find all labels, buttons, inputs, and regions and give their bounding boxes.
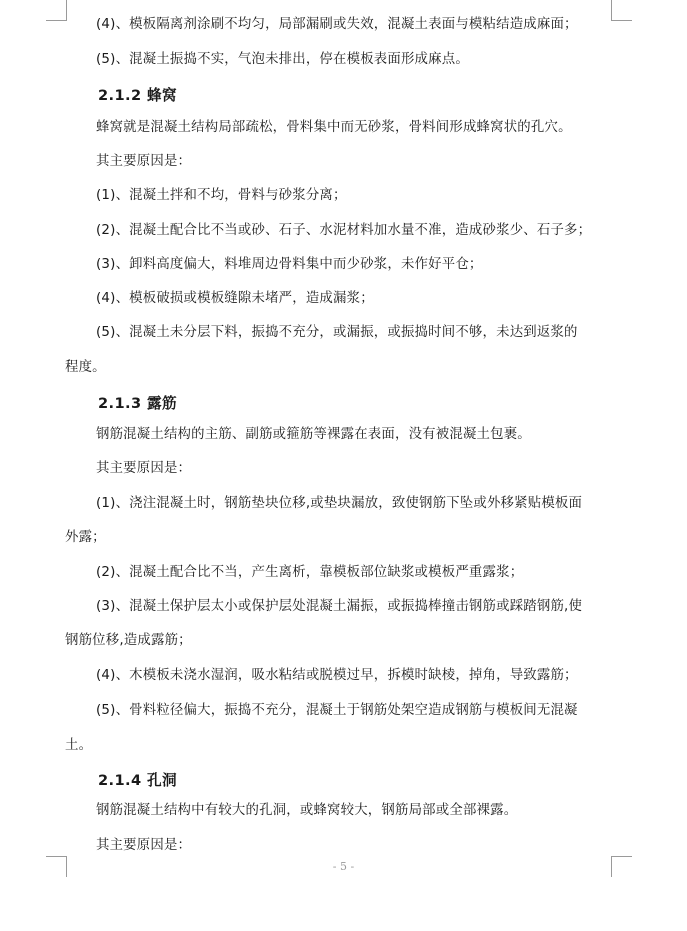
crop-mark-top-right [611,0,632,21]
paragraph-line: 其主要原因是： [96,461,192,476]
paragraph-line: (5)、混凝土振捣不实，气泡未排出，停在模板表面形成麻点。 [96,52,469,67]
paragraph-line: 土。 [65,738,93,753]
paragraph-line: (1)、混凝土拌和不均，骨料与砂浆分离； [96,188,347,203]
paragraph-line: (2)、混凝土配合比不当，产生离析，靠模板部位缺浆或模板严重露浆； [96,565,524,580]
paragraph-line: 外露； [65,530,106,545]
paragraph-line: (1)、浇注混凝土时，钢筋垫块位移,或垫块漏放，致使钢筋下坠或外移紧贴模板面 [96,496,583,511]
paragraph-line: 钢筋位移,造成露筋； [65,633,192,648]
paragraph-line: 其主要原因是： [96,154,192,169]
page-number: - 5 - [332,860,355,873]
section-heading: 2.1.2 蜂窝 [98,87,178,104]
crop-mark-top-left [46,0,67,21]
paragraph-line: 蜂窝就是混凝土结构局部疏松，骨料集中而无砂浆，骨料间形成蜂窝状的孔穴。 [96,120,572,135]
paragraph-line: (3)、混凝土保护层太小或保护层处混凝土漏振，或振捣棒撞击钢筋或踩踏钢筋,使 [96,599,583,614]
paragraph-line: (2)、混凝土配合比不当或砂、石子、水泥材料加水量不准，造成砂浆少、石子多； [96,223,592,238]
paragraph-line: 其主要原因是： [96,838,192,853]
paragraph-line: (5)、混凝土未分层下料，振捣不充分，或漏振，或振捣时间不够，未达到返浆的 [96,325,578,340]
section-heading: 2.1.4 孔洞 [98,772,178,789]
paragraph-line: (4)、模板隔离剂涂刷不均匀，局部漏刷或失效，混凝土表面与模粘结造成麻面； [96,17,578,32]
paragraph-line: (4)、模板破损或模板缝隙未堵严，造成漏浆； [96,291,374,306]
paragraph-line: 钢筋混凝土结构中有较大的孔洞，或蜂窝较大，钢筋局部或全部裸露。 [96,803,518,818]
paragraph-line: (3)、卸料高度偏大，料堆周边骨料集中而少砂浆，未作好平仓； [96,257,483,272]
paragraph-line: (5)、骨料粒径偏大，振捣不充分，混凝土于钢筋处架空造成钢筋与模板间无混凝 [96,703,578,718]
paragraph-line: (4)、木模板未浇水湿润，吸水粘结或脱模过早，拆模时缺棱，掉角，导致露筋； [96,668,578,683]
section-heading: 2.1.3 露筋 [98,395,178,412]
paragraph-line: 程度。 [65,360,106,375]
paragraph-line: 钢筋混凝土结构的主筋、副筋或箍筋等裸露在表面，没有被混凝土包裹。 [96,427,531,442]
